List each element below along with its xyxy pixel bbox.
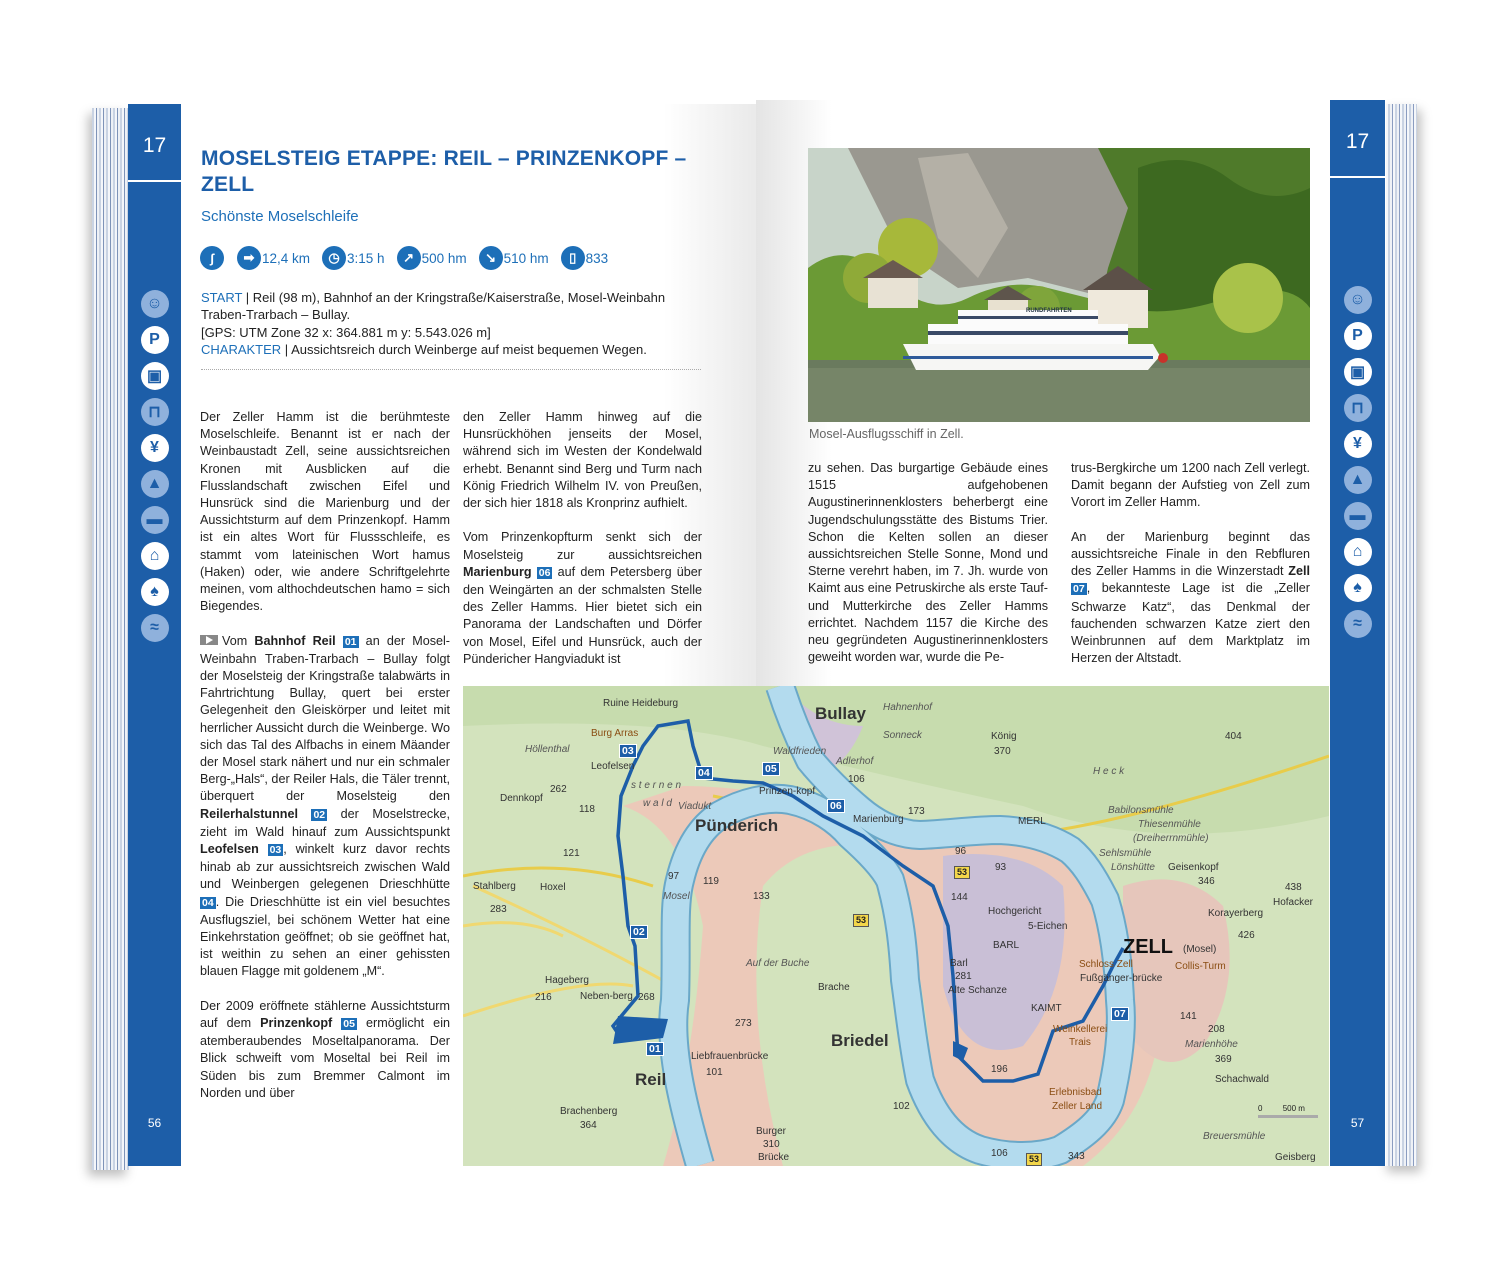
boat-sign: RUNDFAHRTEN <box>1026 308 1072 314</box>
text-run: trus-Bergkirche um 1200 nach Zell verlegt. Damit begann der Aufstieg von Zell zum Vorort im Zeller Hamm. <box>1071 461 1310 510</box>
parking-icon: P <box>141 326 169 354</box>
map-label: BARL <box>993 940 1020 951</box>
waypoint-01[interactable]: 01 <box>646 1042 664 1056</box>
paragraph <box>808 460 1048 666</box>
page-number-right: 57 <box>1350 1116 1365 1130</box>
text-run: auf dem Petersberg über den Weingärten an der schmalsten Stelle des Zeller Hamms. Hier bietet sich ein Panorama der Landschaften und Dörfer von Mosel, Eifel und Hunsrück, auch der Pündericher Hangviadukt ist <box>463 564 703 666</box>
map-label: König <box>991 731 1017 742</box>
text-run: ermöglicht ein atemberaubendes Moseltalpanorama. Der Blick schweift vom Moseltal bei Reil im Süden bis zum Bremmer Calmont im Norden und über <box>200 1016 450 1100</box>
map-label: 118 <box>579 804 595 815</box>
text-run <box>332 1016 341 1030</box>
parking-icon: P <box>1344 322 1372 350</box>
waypoint-04[interactable]: 04 <box>695 766 713 780</box>
bus-icon: ▣ <box>141 362 169 390</box>
right-chapter-tab <box>1330 100 1385 1166</box>
scale-distance: 500 m <box>1282 1104 1305 1113</box>
waypoint-marker: 06 <box>538 566 551 579</box>
map-label: 310 <box>763 1139 780 1150</box>
descent-icon: ↘ <box>479 246 503 270</box>
map-label: Waldfrieden <box>773 746 827 757</box>
stat-ascent <box>397 246 467 270</box>
map-label: Höllenthal <box>525 744 570 755</box>
map-label: Hofacker <box>1273 897 1314 908</box>
swimming-icon: ≈ <box>141 614 169 642</box>
map-label: Zeller Land <box>1052 1101 1103 1112</box>
map-label: MERL <box>1018 816 1046 827</box>
route-map[interactable] <box>463 686 1329 1166</box>
map-label: Neben-berg <box>580 991 633 1002</box>
map-label: Brachenberg <box>560 1106 618 1117</box>
descent-value: 510 hm <box>503 250 549 266</box>
left-chapter-tab <box>128 104 181 1166</box>
place-name: Zell <box>1288 564 1310 579</box>
waypoint-06[interactable]: 06 <box>827 799 845 813</box>
clock-icon: ◷ <box>322 246 346 270</box>
chapter-number: 17 <box>1330 100 1385 178</box>
paragraph <box>1071 529 1310 668</box>
text-run: An der Marienburg beginnt das aussichtsreiche Finale in den Rebfluren des Zeller Hamms in die Winzerstadt <box>1071 529 1310 579</box>
map-label: ZELL <box>1123 936 1173 958</box>
map-label: 106 <box>848 774 865 785</box>
page-title: MOSELSTEIG ETAPPE: REIL – PRINZENKOPF – ZELL <box>201 147 687 196</box>
waypoint-marker: 05 <box>343 1018 355 1031</box>
map-label: 268 <box>638 992 655 1003</box>
map-label: Fußgänger-brücke <box>1080 973 1163 984</box>
text-column <box>463 409 702 685</box>
restaurant-icon: ¥ <box>1344 430 1372 458</box>
waypoint-marker: 02 <box>313 808 326 821</box>
map-label: KAIMT <box>1031 1003 1062 1014</box>
map-label: Burger <box>756 1126 787 1137</box>
text-run: , bekannteste Lage ist die „Zeller Schwarze Katz“, das Denkmal der fauchenden schwarzen Katze ziert den Weinbrunnen auf dem Marktplatz im Herzen der Altstadt. <box>1071 581 1310 666</box>
map-label: H e c k <box>1093 766 1125 777</box>
map-label: Dennkopf <box>500 793 543 804</box>
map-label: Schloss Zell <box>1079 959 1133 970</box>
map-label: Hageberg <box>545 975 589 986</box>
map-label: Weinkellerei <box>1053 1024 1108 1035</box>
waypoint-03[interactable]: 03 <box>619 744 637 758</box>
map-label: Adlerhof <box>836 756 874 767</box>
text-run: . Die Drieschhütte ist ein viel besuchtes Ausflugsziel, bei schönem Wetter hat eine Einkehrstation geöffnet; ob sie geöffnet hat, ist weithin zu sehen an einer gehissten blauen Flagge mit goldenem „M“. <box>200 894 450 979</box>
text-column <box>200 409 450 1119</box>
map-label: 97 <box>668 871 680 882</box>
nature-tree-icon: ♠ <box>141 578 169 606</box>
map-label: Ruine Heideburg <box>603 698 679 709</box>
stat-distance <box>237 246 310 270</box>
divider <box>201 369 701 370</box>
map-label: Leofelsen <box>591 761 635 772</box>
stat-duration <box>322 246 385 270</box>
map-label: Pünderich <box>695 816 779 835</box>
map-label: (Mosel) <box>1183 944 1217 955</box>
kids-bear-icon: ☺ <box>1344 286 1372 314</box>
map-label: 93 <box>995 862 1007 873</box>
accommodation-icon: ▬ <box>1344 502 1372 530</box>
map-label: 262 <box>550 784 567 795</box>
map-label: Brache <box>818 982 850 993</box>
character-label: CHARAKTER <box>201 341 282 357</box>
map-label: Prinzen-kopf <box>759 786 816 797</box>
text-run: Der 2009 eröffnete stählerne Aussichtsturm auf dem <box>200 998 450 1031</box>
summit-icon: ▲ <box>141 470 169 498</box>
map-label: Marienburg <box>853 814 904 825</box>
map-graphic <box>463 686 1329 1166</box>
place-name: Leofelsen <box>200 842 259 857</box>
map-label: Hoxel <box>540 882 566 893</box>
map-label: Marienhöhe <box>1185 1039 1238 1050</box>
map-label: Breuersmühle <box>1203 1131 1266 1142</box>
map-label: 173 <box>908 806 925 817</box>
map-label: 141 <box>1180 1011 1197 1022</box>
bus-icon: ▣ <box>1344 358 1372 386</box>
waypoint-marker: 04 <box>202 896 214 909</box>
waypoint-marker: 01 <box>344 635 357 648</box>
waypoint-05[interactable]: 05 <box>762 762 780 776</box>
map-label: Babilonsmühle <box>1108 805 1174 816</box>
map-label: 281 <box>955 971 972 982</box>
map-label: Mosel <box>663 891 690 902</box>
map-label: Alte Schanze <box>948 985 1007 996</box>
page-edges-right <box>1383 104 1417 1166</box>
cable-car-icon: ⊓ <box>141 398 169 426</box>
place-name: Bahnhof Reil <box>254 633 336 648</box>
map-label: 106 <box>991 1148 1008 1159</box>
summit-icon: ▲ <box>1344 466 1372 494</box>
map-label: 370 <box>994 746 1011 757</box>
play-arrow-icon <box>200 635 218 645</box>
ascent-icon: ↗ <box>397 246 421 270</box>
map-label: (Dreiherrnmühle) <box>1133 833 1209 844</box>
place-name: Reilerhalstunnel <box>200 806 298 821</box>
signpost-icon: ➡ <box>237 246 261 270</box>
map-label: Thiesenmühle <box>1138 819 1201 830</box>
map-label: 144 <box>951 892 968 903</box>
map-label: Briedel <box>831 1031 889 1050</box>
road-badge: 53 <box>954 866 970 879</box>
text-run: , winkelt kurz davor rechts hinab ab zur aussichtsreich zwischen Wald und Weinbergen gelegenen Drieschhütte <box>200 842 450 892</box>
photo-caption: Mosel-Ausflugsschiff in Zell. <box>809 427 964 441</box>
map-label: 283 <box>490 904 507 915</box>
map-label: Stahlberg <box>473 881 516 892</box>
road-badge: 53 <box>853 914 869 927</box>
map-label: Bullay <box>815 704 867 723</box>
text-run <box>298 807 311 821</box>
map-label: Korayerberg <box>1208 908 1264 919</box>
text-column <box>808 460 1048 684</box>
map-label: Hochgericht <box>988 906 1042 917</box>
map-label: w a l d <box>643 798 672 809</box>
map-label: Burg Arras <box>591 728 639 739</box>
map-label: 196 <box>991 1064 1008 1075</box>
map-label: 101 <box>706 1067 723 1078</box>
map-label: 346 <box>1198 876 1215 887</box>
waypoint-02[interactable]: 02 <box>630 925 648 939</box>
map-label: Sonneck <box>883 730 922 741</box>
map-label: 426 <box>1238 930 1255 941</box>
nature-tree-icon: ♠ <box>1344 574 1372 602</box>
start-label: START <box>201 290 243 305</box>
map-label: 404 <box>1225 731 1242 742</box>
map-label: 208 <box>1208 1024 1225 1035</box>
waypoint-marker: 07 <box>1073 583 1085 596</box>
text-run: der Moselstrecke, zieht im Wald hinauf zum Aussichtspunkt <box>200 806 450 839</box>
place-name: Marienburg <box>463 564 532 579</box>
page-edges-left <box>92 108 130 1170</box>
text-run <box>259 842 268 856</box>
map-label: Collis-Turm <box>1175 961 1226 972</box>
map-label: 119 <box>703 876 719 887</box>
swimming-icon: ≈ <box>1344 610 1372 638</box>
scale-zero: 0 <box>1258 1104 1263 1113</box>
photo-excursion-boat <box>808 148 1310 422</box>
text-run: an der Mosel-Weinbahn Traben-Trarbach – Bullay folgt der Moselsteig der Kringstraße talabwärts in Fahrtrichtung Bullay, quert bei erster Gelegenheit den Gleiskörper und leitet mit herrlicher Aussicht durch die Weinberge. Wo sich das Tal des Alfbachs in einem Mäander der Mosel stark nähert und nur ein schmaler Berg-„Hals“, der Reiler Hals, die Täler trennt, überquert der Moselsteig den <box>200 633 450 804</box>
map-label: Schachwald <box>1215 1074 1269 1085</box>
kids-bear-icon: ☺ <box>141 290 169 318</box>
tour-stats <box>200 245 620 271</box>
gps-text: [GPS: UTM Zone 32 x: 364.881 m y: 5.543.026 m] <box>201 324 491 340</box>
distance-value: 12,4 km <box>262 250 311 266</box>
stat-route <box>200 246 225 270</box>
cable-car-icon: ⊓ <box>1344 394 1372 422</box>
map-label: Trais <box>1069 1037 1091 1048</box>
text-run: Vom <box>222 633 255 648</box>
page-subtitle: Schönste Moselschleife <box>201 208 359 225</box>
stat-descent <box>479 246 549 270</box>
map-label: Erlebnisbad <box>1049 1087 1102 1098</box>
map-label: Geisenkopf <box>1168 862 1219 873</box>
paragraph <box>463 409 702 512</box>
paragraph <box>463 529 702 668</box>
phone-value: 833 <box>585 250 609 266</box>
text-run: zu sehen. Das burgartige Gebäude eines 1515 aufgehobenen Augustinerinnenklosters beherbergt eine Jugendschulungsstätte des Bistums Trier. Schon die Kelten sollen an dieser aussichtsreichen Stelle Sonne, Mond und Sterne verehrt haben, im 7. Jh. wurde von Kaimt aus eine Petruskirche als erste Tauf- und Mutterkirche des Zeller Hamms errichtet. Nachdem 1157 die Kirche des neu gegründeten Augustinerinnenklosters geweiht worden war, wurde die Pe- <box>808 461 1048 665</box>
tour-info <box>201 289 706 358</box>
map-label: Viadukt <box>678 801 712 812</box>
start-text: | Reil (98 m), Bahnhof an der Kringstraße/Kaiserstraße, Mosel-Weinbahn Traben-Trarbach – Bullay. <box>201 290 666 323</box>
text-run <box>336 634 343 648</box>
map-label: Lönshütte <box>1111 862 1155 873</box>
map-label: 343 <box>1068 1151 1085 1162</box>
map-label: Geisberg <box>1275 1152 1316 1163</box>
text-run <box>532 565 537 579</box>
map-label: s t e r n e n <box>631 780 682 791</box>
road-badge: 53 <box>1026 1153 1042 1166</box>
waypoint-07[interactable]: 07 <box>1111 1007 1129 1021</box>
map-label: Liebfrauenbrücke <box>691 1051 769 1062</box>
accommodation-icon: ▬ <box>141 506 169 534</box>
text-run: den Zeller Hamm hinweg auf die Hunsrückhöhen jenseits der Mosel, während sich im Westen der Kondelwald erhebt. Benannt sind Berg und Turm nach König Friedrich Wilhelm IV. von Preußen, der sich hier 1818 als Kronprinz aufhielt. <box>463 410 702 511</box>
map-label: Brücke <box>758 1152 790 1163</box>
map-label: 96 <box>955 846 967 857</box>
map-label: 438 <box>1285 882 1302 893</box>
restaurant-icon: ¥ <box>141 434 169 462</box>
museum-icon: ⌂ <box>1344 538 1372 566</box>
paragraph <box>200 633 450 981</box>
paragraph <box>200 998 450 1102</box>
text-run: Vom Prinzenkopfturm senkt sich der Moselsteig zur aussichtsreichen <box>463 530 702 562</box>
ascent-value: 500 hm <box>421 250 467 266</box>
map-label: 364 <box>580 1120 597 1131</box>
map-label: 121 <box>563 848 580 859</box>
map-label: Auf der Buche <box>746 958 810 969</box>
map-label: Sehlsmühle <box>1099 848 1152 859</box>
phone-icon: ▯ <box>561 246 585 270</box>
paragraph <box>200 409 450 615</box>
paragraph <box>1071 460 1310 512</box>
page-number-left: 56 <box>147 1116 162 1130</box>
map-label: 369 <box>1215 1054 1232 1065</box>
page-header <box>201 146 711 225</box>
map-label: 216 <box>535 992 552 1003</box>
map-label: 133 <box>753 891 770 902</box>
map-label: 273 <box>735 1018 752 1029</box>
map-label: Reil <box>635 1070 667 1089</box>
map-label: Barl <box>950 958 968 969</box>
museum-icon: ⌂ <box>141 542 169 570</box>
map-label: Hahnenhof <box>883 702 932 713</box>
chapter-number: 17 <box>128 104 181 182</box>
text-column <box>1071 460 1310 685</box>
duration-value: 3:15 h <box>347 250 385 266</box>
stat-phone <box>561 246 609 270</box>
place-name: Prinzenkopf <box>260 1016 333 1031</box>
character-text: | Aussichtsreich durch Weinberge auf meist bequemen Wegen. <box>281 341 647 357</box>
map-label: 102 <box>893 1101 910 1112</box>
route-icon: ʃ <box>200 246 224 270</box>
map-scale-bar <box>1258 1104 1318 1118</box>
waypoint-marker: 03 <box>269 844 282 857</box>
map-label: 5-Eichen <box>1028 921 1068 932</box>
text-run: Der Zeller Hamm ist die berühmteste Moselschleife. Benannt ist er nach der Weinbaustadt Zell, seine aussichtsreichen Kronen mit Ausblicken auf die Flusslandschaft zwischen Eifel und Hunsrück sind die Marienburg und der Aussichtsturm auf dem Prinzenkopf. Hamm ist ein altes Wort für Flussschleife, es stammt vom lateinischen Wort hamus (Haken) oder, wie andere Schriftgelehrte meinen, vom althochdeutschen hamo = sich Biegendes. <box>200 410 450 614</box>
